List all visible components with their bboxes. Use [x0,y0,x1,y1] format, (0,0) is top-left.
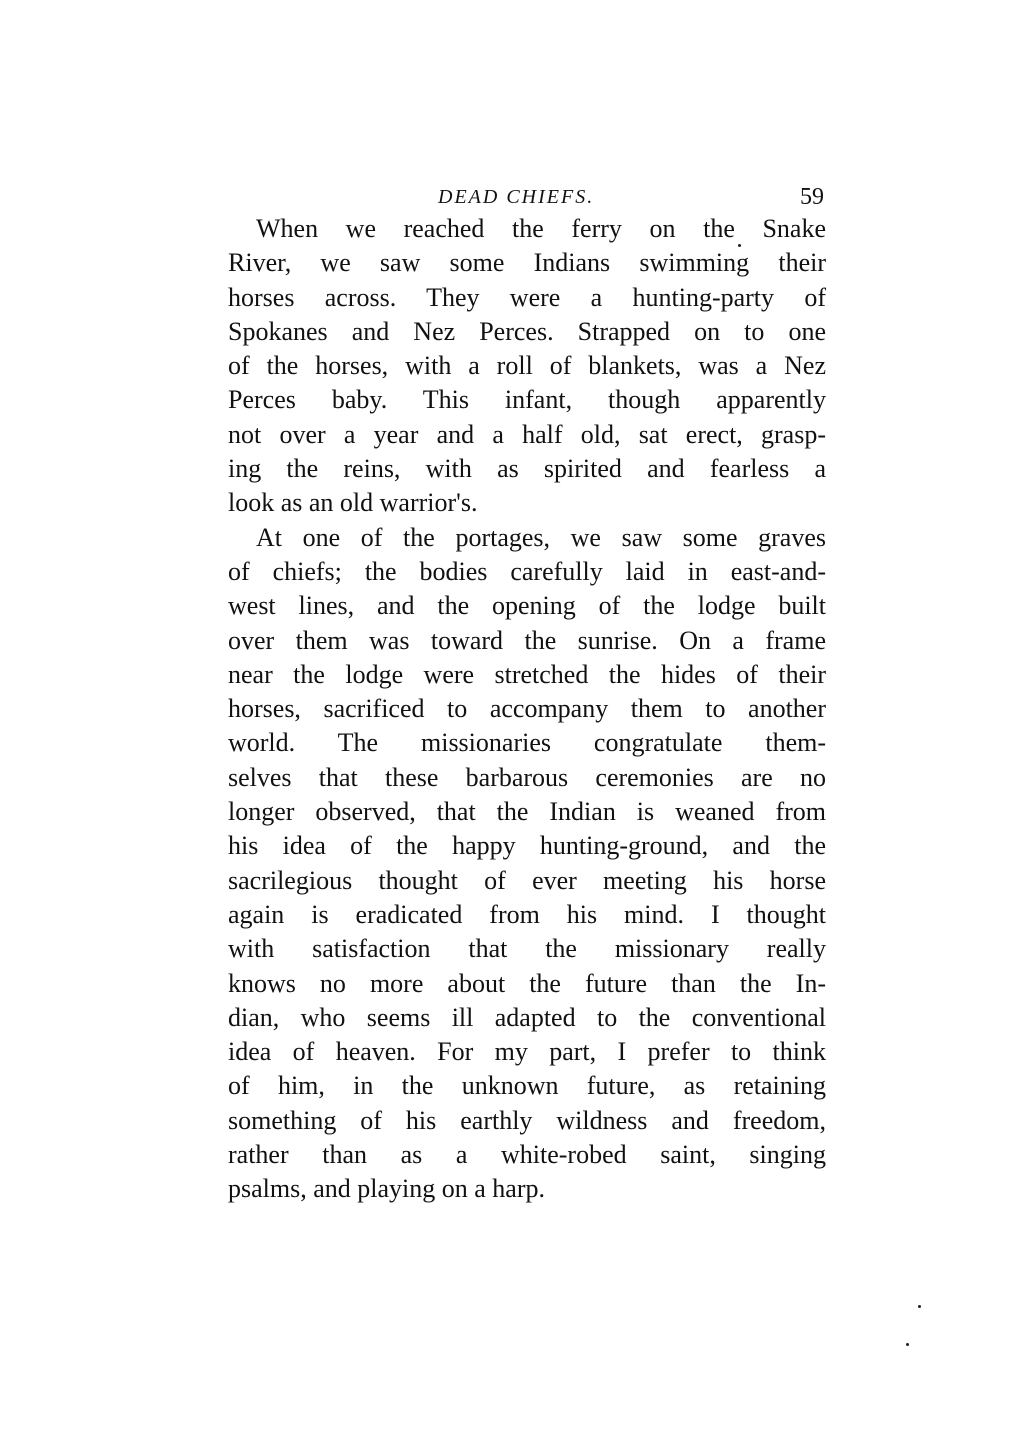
text-line: When we reached the ferry on the Snake [256,214,826,243]
print-speck [738,244,741,247]
page-number: 59 [800,184,824,210]
text-line: west lines, and the opening of the lodge built [228,591,826,621]
text-line: selves that these barbarous ceremonies are no [228,762,826,792]
text-line: of chiefs; the bodies carefully laid in east-and- [228,556,826,586]
text-line: world. The missionaries congratulate them- [228,728,826,758]
print-speck [906,1343,909,1346]
text-line: idea of heaven. For my part, I prefer to think [228,1037,826,1067]
text-line: not over a year and a half old, sat erect, grasp- [228,419,826,449]
text-line: River, we saw some Indians swimming their [228,248,826,278]
text-line: rather than as a white-robed saint, singing [228,1140,826,1170]
text-line: ing the reins, with as spirited and fearless a [228,454,826,484]
paragraph-2 [228,521,826,1207]
text-line: of the horses, with a roll of blankets, was a Nez [228,351,826,381]
text-line: psalms, and playing on a harp. [228,1174,545,1204]
text-line: Perces baby. This infant, though apparently [228,385,826,415]
text-line: horses across. They were a hunting-party of [228,282,826,312]
text-line: again is eradicated from his mind. I thought [228,899,826,929]
text-line: At one of the portages, we saw some graves [256,522,826,552]
text-line: his idea of the happy hunting-ground, and the [228,831,826,861]
body-text [228,212,826,1207]
print-speck [918,1305,921,1308]
text-line: knows no more about the future than the In- [228,968,826,998]
running-head [228,184,824,214]
text-line: near the lodge were stretched the hides of their [228,659,826,689]
text-line: with satisfaction that the missionary really [228,934,826,964]
text-line: over them was toward the sunrise. On a frame [228,625,826,655]
text-line: longer observed, that the Indian is weaned from [228,797,826,827]
running-head-title: DEAD CHIEFS. [438,186,595,208]
text-line: look as an old warrior's. [228,488,478,518]
text-line: dian, who seems ill adapted to the conventional [228,1002,826,1032]
text-line: Spokanes and Nez Perces. Strapped on to one [228,316,826,346]
text-line: of him, in the unknown future, as retaining [228,1071,826,1101]
paragraph-1 [228,212,826,521]
text-line: something of his earthly wildness and freedom, [228,1105,826,1135]
text-line: horses, sacrificed to accompany them to another [228,694,826,724]
text-line: sacrilegious thought of ever meeting his horse [228,865,826,895]
